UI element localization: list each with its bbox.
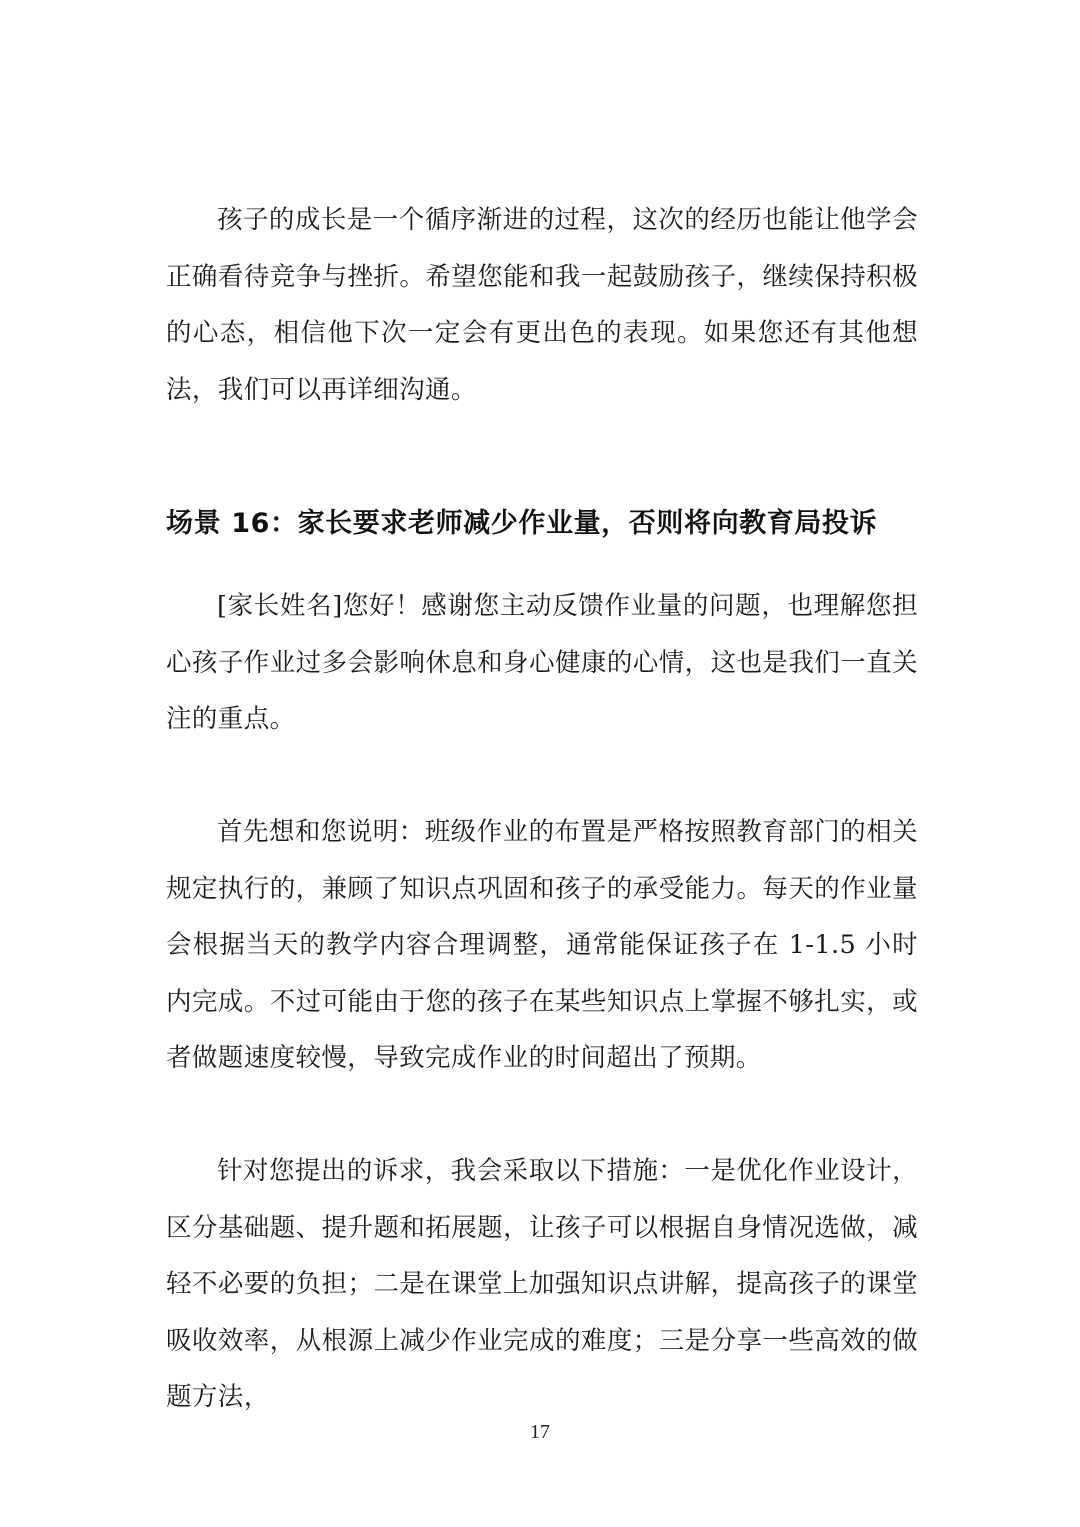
paragraph-explanation: 首先想和您说明：班级作业的布置是严格按照教育部门的相关规定执行的，兼顾了知识点巩固和孩子的承受能力。每天的作业量会根据当天的教学内容合理调整，通常能保证孩子在 1-1.5 小时内完成。不过可能由于您的孩子在某些知识点上掌握不够扎实，或者做题速度较慢，导致完成作业的时间超出了预期。 xyxy=(166,817,918,1073)
section-heading-scenario-16: 场景 16：家长要求老师减少作业量，否则将向教育局投诉 xyxy=(166,508,878,539)
page-number: 17 xyxy=(530,1421,550,1443)
paragraph-measures: 针对您提出的诉求，我会采取以下措施：一是优化作业设计，区分基础题、提升题和拓展题，让孩子可以根据自身情况选做，减轻不必要的负担；二是在课堂上加强知识点讲解，提高孩子的课堂吸收效率，从根源上减少作业完成的难度；三是分享一些高效的做题方法， xyxy=(166,1156,918,1412)
paragraph-greeting: [家长姓名]您好！感谢您主动反馈作业量的问题，也理解您担心孩子作业过多会影响休息和身心健康的心情，这也是我们一直关注的重点。 xyxy=(166,591,918,734)
paragraph-growth-encouragement: 孩子的成长是一个循序渐进的过程，这次的经历也能让他学会正确看待竞争与挫折。希望您能和我一起鼓励孩子，继续保持积极的心态，相信他下次一定会有更出色的表现。如果您还有其他想法，我们可以再详细沟通。 xyxy=(166,205,918,405)
